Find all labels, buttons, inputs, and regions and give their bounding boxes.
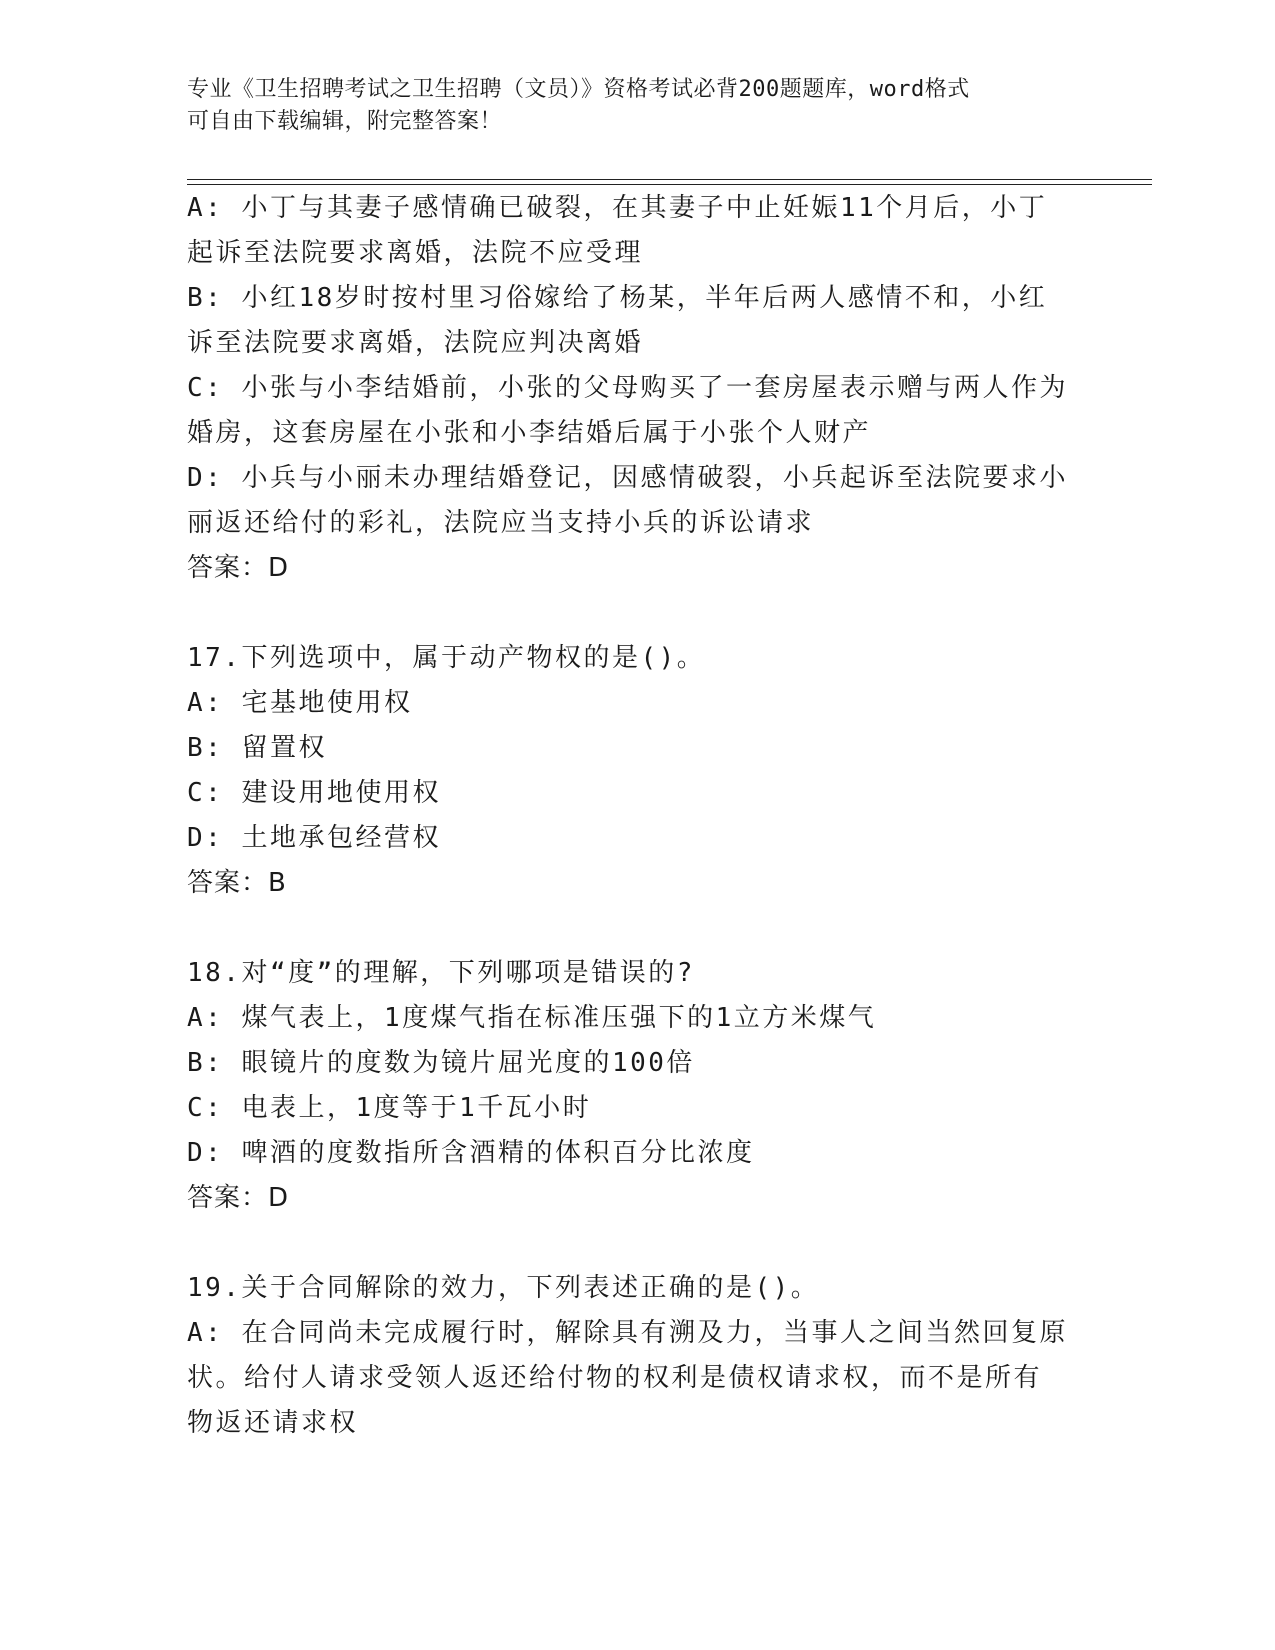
option-b-line: B: 小红18岁时按村里习俗嫁给了杨某，半年后两人感情不和，小红 (187, 283, 1048, 313)
option-d-line: D: 啤酒的度数指所含酒精的体积百分比浓度 (187, 1138, 755, 1168)
option-a-line: 起诉至法院要求离婚，法院不应受理 (187, 238, 644, 268)
question-stem: 19.关于合同解除的效力，下列表述正确的是()。 (187, 1273, 820, 1303)
option-a-line: 物返还请求权 (187, 1408, 359, 1438)
option-c-line: C: 建设用地使用权 (187, 778, 441, 808)
question-17-block (187, 636, 1087, 906)
option-a-line: A: 宅基地使用权 (187, 688, 413, 718)
option-d-line: 丽返还给付的彩礼，法院应当支持小兵的诉讼请求 (187, 508, 815, 538)
header-divider-top (187, 179, 1152, 180)
answer-line: 答案：D (187, 553, 290, 583)
document-header (187, 74, 1087, 138)
option-b-line: B: 眼镜片的度数为镜片屈光度的100倍 (187, 1048, 695, 1078)
option-d-line: D: 小兵与小丽未办理结婚登记，因感情破裂，小兵起诉至法院要求小 (187, 463, 1068, 493)
option-a-line: 状。给付人请求受领人返还给付物的权利是债权请求权，而不是所有 (187, 1363, 1043, 1393)
question-stem: 18.对“度”的理解，下列哪项是错误的? (187, 958, 695, 988)
question-19-block (187, 1266, 1087, 1446)
header-divider-bottom (187, 184, 1152, 185)
option-b-line: 诉至法院要求离婚，法院应判决离婚 (187, 328, 644, 358)
option-c-line: C: 电表上，1度等于1千瓦小时 (187, 1093, 592, 1123)
answer-line: 答案：B (187, 868, 287, 898)
question-18-block (187, 951, 1087, 1221)
option-c-line: C: 小张与小李结婚前，小张的父母购买了一套房屋表示赠与两人作为 (187, 373, 1068, 403)
option-d-line: D: 土地承包经营权 (187, 823, 441, 853)
question-list (187, 186, 1087, 1446)
option-a-line: A: 煤气表上，1度煤气指在标准压强下的1立方米煤气 (187, 1003, 877, 1033)
question-16-block (187, 186, 1087, 591)
header-line-1: 专业《卫生招聘考试之卫生招聘（文员）》资格考试必背200题题库，word格式 (187, 77, 970, 102)
option-b-line: B: 留置权 (187, 733, 327, 763)
question-stem: 17.下列选项中，属于动产物权的是()。 (187, 643, 706, 673)
option-a-line: A: 在合同尚未完成履行时，解除具有溯及力，当事人之间当然回复原 (187, 1318, 1068, 1348)
header-line-2: 可自由下载编辑，附完整答案！ (187, 109, 503, 134)
option-c-line: 婚房，这套房屋在小张和小李结婚后属于小张个人财产 (187, 418, 872, 448)
answer-line: 答案：D (187, 1183, 290, 1213)
option-a-line: A: 小丁与其妻子感情确已破裂，在其妻子中止妊娠11个月后，小丁 (187, 193, 1048, 223)
